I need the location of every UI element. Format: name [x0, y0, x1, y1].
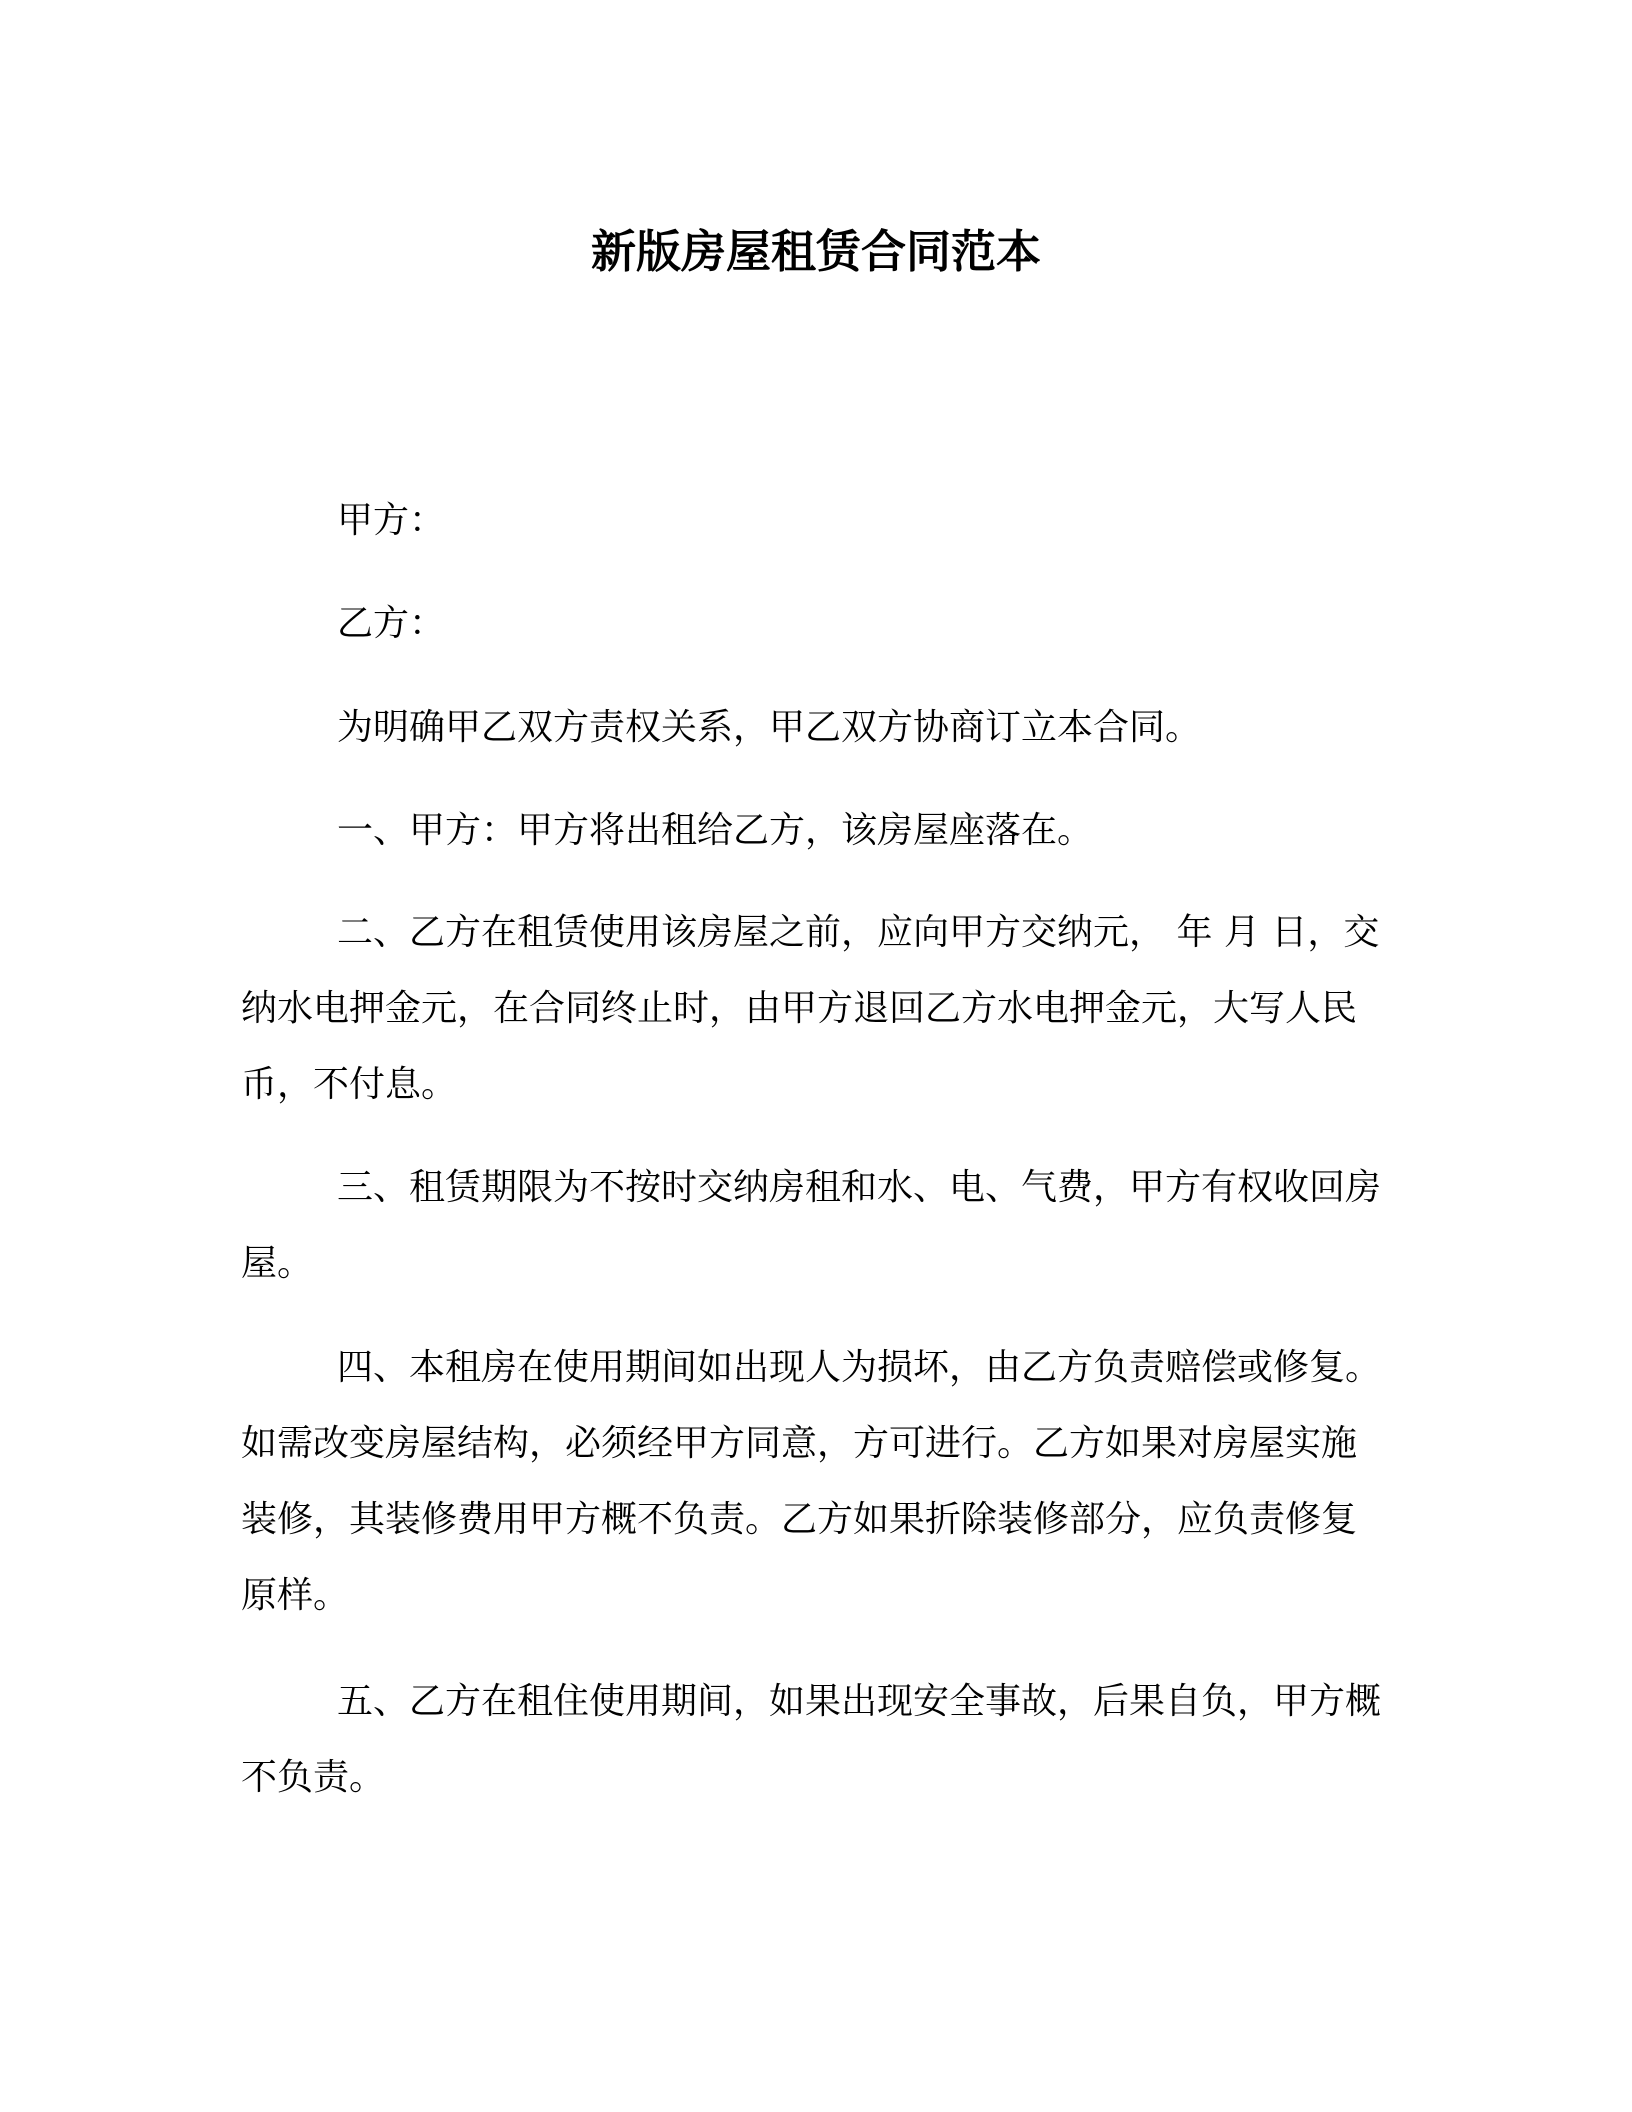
party-b-label: 乙方： — [337, 603, 446, 644]
party-a-label: 甲方： — [337, 500, 446, 541]
clause-1: 一、甲方：甲方将出租给乙方，该房屋座落在。 — [337, 810, 1094, 851]
page-title: 新版房屋租赁合同范本 — [590, 225, 1041, 278]
clause-5: 五、乙方在租住使用期间，如果出现安全事故，后果自负，甲方概不负责。 — [241, 1681, 1382, 1798]
clause-2: 二、乙方在租赁使用该房屋之前，应向甲方交纳元， 年 月 日，交纳水电押金元，在合同终止时，由甲方退回乙方水电押金元，大写人民币，不付息。 — [241, 912, 1380, 1105]
clause-4: 四、本租房在使用期间如出现人为损坏，由乙方负责赔偿或修复。如需改变房屋结构，必须经甲方同意，方可进行。乙方如果对房屋实施装修，其装修费用甲方概不负责。乙方如果折除装修部分，应负责修复原样。 — [241, 1347, 1382, 1616]
intro-paragraph: 为明确甲乙双方责权关系，甲乙双方协商订立本合同。 — [337, 707, 1202, 748]
clause-3: 三、租赁期限为不按时交纳房租和水、电、气费，甲方有权收回房屋。 — [241, 1167, 1382, 1284]
